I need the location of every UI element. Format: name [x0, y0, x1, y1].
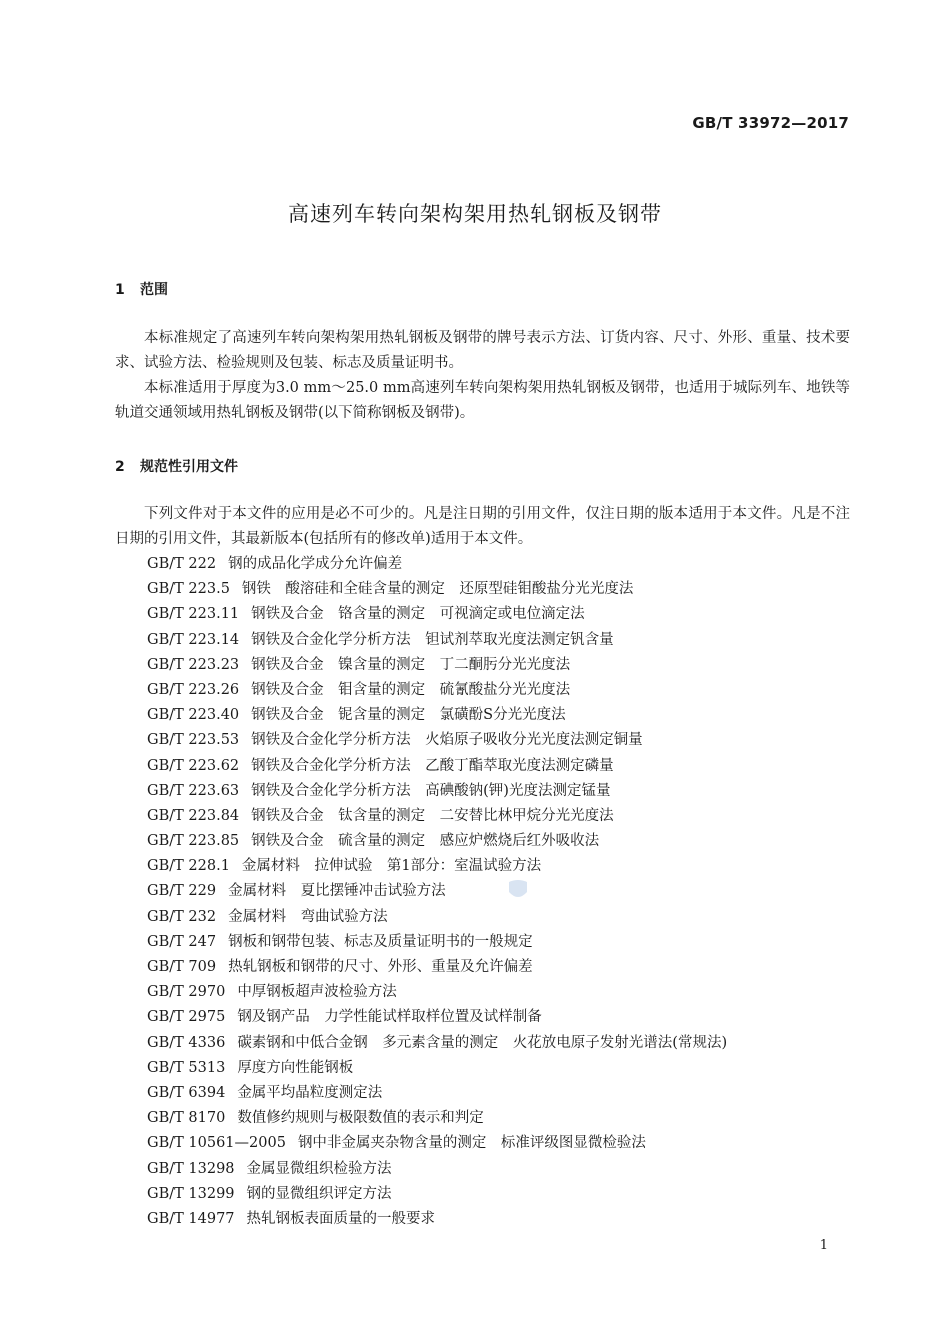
- reference-title: 钢铁及合金化学分析方法 乙酸丁酯萃取光度法测定磷量: [251, 757, 614, 774]
- reference-title: 厚度方向性能钢板: [237, 1059, 354, 1076]
- reference-title: 金属材料 弯曲试验方法: [228, 908, 388, 925]
- scope-paragraph-2: 本标准适用于厚度为3.0 mm～25.0 mm高速列车转向架构架用热轧钢板及钢带，也适用于城际列车、地铁等轨道交通领域用热轧钢板及钢带(以下简称钢板及钢带)。: [115, 380, 850, 421]
- reference-title: 数值修约规则与极限数值的表示和判定: [237, 1110, 484, 1127]
- reference-title: 钢铁及合金 钛含量的测定 二安替比林甲烷分光光度法: [251, 807, 614, 824]
- reference-title: 钢铁及合金 铌含量的测定 氯磺酚S分光光度法: [251, 707, 566, 724]
- scope-paragraph-1: 本标准规定了高速列车转向架构架用热轧钢板及钢带的牌号表示方法、订货内容、尺寸、外形、重量、技术要求、试验方法、检验规则及包装、标志及质量证明书。: [115, 330, 850, 371]
- reference-item: [147, 879, 727, 904]
- reference-title: 中厚钢板超声波检验方法: [237, 984, 397, 1001]
- reference-code: GB/T 709: [147, 959, 217, 975]
- standard-number: GB/T 33972—2017: [692, 114, 849, 132]
- reference-title: 钢的成品化学成分允许偏差: [228, 556, 403, 572]
- reference-title: 钢铁及合金 硫含量的测定 感应炉燃烧后红外吸收法: [251, 833, 600, 850]
- reference-item: [147, 1207, 727, 1232]
- reference-item: [147, 1131, 727, 1156]
- reference-code: GB/T 8170: [147, 1110, 226, 1127]
- reference-item: [147, 1056, 727, 1081]
- reference-item: [147, 1106, 727, 1131]
- reference-item: [147, 955, 727, 980]
- reference-title: 金属材料 拉伸试验 第1部分：室温试验方法: [241, 858, 542, 875]
- reference-code: GB/T 222: [147, 556, 217, 572]
- reference-code: GB/T 223.85: [147, 833, 240, 850]
- section-1-heading: [115, 279, 168, 299]
- section-2-title: 规范性引用文件: [140, 459, 238, 475]
- reference-code: GB/T 13299: [147, 1185, 235, 1202]
- section-2-number: 2: [115, 459, 125, 475]
- reference-title: 钢及钢产品 力学性能试样取样位置及试样制备: [237, 1009, 542, 1026]
- reference-title: 金属平均晶粒度测定法: [237, 1084, 383, 1101]
- reference-title: 钢板和钢带包装、标志及质量证明书的一般规定: [228, 933, 533, 950]
- reference-item: [147, 754, 727, 779]
- reference-title: 钢铁及合金化学分析方法 钽试剂萃取光度法测定钒含量: [251, 631, 614, 648]
- reference-code: GB/T 223.53: [147, 732, 240, 749]
- reference-code: GB/T 10561—2005: [147, 1135, 286, 1152]
- reference-title: 热轧钢板和钢带的尺寸、外形、重量及允许偏差: [228, 959, 533, 975]
- reference-item: [147, 854, 727, 879]
- reference-code: GB/T 2970: [147, 984, 226, 1001]
- reference-item: [147, 980, 727, 1005]
- reference-item: [147, 1005, 727, 1030]
- reference-title: 碳素钢和中低合金钢 多元素含量的测定 火花放电原子发射光谱法(常规法): [237, 1034, 728, 1051]
- section-2-heading: [115, 456, 238, 476]
- reference-item: [147, 728, 727, 753]
- reference-title: 金属显微组织检验方法: [246, 1160, 392, 1177]
- reference-item: [147, 829, 727, 854]
- reference-code: GB/T 5313: [147, 1059, 226, 1076]
- reference-code: GB/T 223.84: [147, 807, 240, 824]
- reference-code: GB/T 223.11: [147, 606, 240, 623]
- reference-item: [147, 577, 727, 602]
- reference-list: [147, 552, 727, 1232]
- reference-item: [147, 930, 727, 955]
- reference-title: 钢的显微组织评定方法: [246, 1185, 392, 1202]
- reference-code: GB/T 232: [147, 908, 217, 925]
- reference-title: 热轧钢板表面质量的一般要求: [246, 1210, 436, 1227]
- reference-code: GB/T 228.1: [147, 858, 230, 875]
- page-number: 1: [819, 1238, 828, 1253]
- reference-code: GB/T 223.40: [147, 707, 240, 724]
- reference-item: [147, 1081, 727, 1106]
- reference-item: [147, 804, 727, 829]
- reference-code: GB/T 223.26: [147, 681, 240, 698]
- reference-title: 金属材料 夏比摆锤冲击试验方法: [228, 883, 446, 900]
- reference-item: [147, 703, 727, 728]
- reference-title: 钢铁及合金化学分析方法 火焰原子吸收分光光度法测定铜量: [251, 732, 643, 749]
- section-1-title: 范围: [140, 282, 168, 298]
- section-1-number: 1: [115, 282, 125, 298]
- document-title: 高速列车转向架构架用热轧钢板及钢带: [288, 202, 662, 226]
- reference-item: [147, 552, 727, 577]
- reference-item: [147, 1031, 727, 1056]
- reference-item: [147, 628, 727, 653]
- reference-code: GB/T 223.63: [147, 782, 240, 799]
- reference-code: GB/T 6394: [147, 1084, 226, 1101]
- reference-code: GB/T 2975: [147, 1009, 226, 1026]
- reference-code: GB/T 247: [147, 933, 217, 950]
- reference-code: GB/T 229: [147, 883, 217, 900]
- reference-code: GB/T 223.5: [147, 581, 230, 598]
- reference-title: 钢铁 酸溶硅和全硅含量的测定 还原型硅钼酸盐分光光度法: [241, 581, 634, 598]
- reference-code: GB/T 223.23: [147, 656, 240, 673]
- reference-item: [147, 653, 727, 678]
- reference-title: 钢铁及合金 铬含量的测定 可视滴定或电位滴定法: [251, 606, 585, 623]
- reference-code: GB/T 223.14: [147, 631, 240, 648]
- reference-item: [147, 602, 727, 627]
- reference-item: [147, 678, 727, 703]
- references-intro: 下列文件对于本文件的应用是必不可少的。凡是注日期的引用文件，仅注日期的版本适用于本文件。凡是不注日期的引用文件，其最新版本(包括所有的修改单)适用于本文件。: [115, 506, 850, 547]
- reference-title: 钢铁及合金 镍含量的测定 丁二酮肟分光光度法: [251, 656, 571, 673]
- reference-item: [147, 905, 727, 930]
- reference-title: 钢中非金属夹杂物含量的测定 标准评级图显微检验法: [297, 1135, 646, 1152]
- reference-code: GB/T 13298: [147, 1160, 235, 1177]
- reference-title: 钢铁及合金 钼含量的测定 硫氰酸盐分光光度法: [251, 681, 571, 698]
- reference-item: [147, 1157, 727, 1182]
- reference-code: GB/T 4336: [147, 1034, 226, 1051]
- reference-code: GB/T 14977: [147, 1210, 235, 1227]
- sac-watermark-icon: [505, 878, 531, 902]
- reference-code: GB/T 223.62: [147, 757, 240, 774]
- reference-item: [147, 779, 727, 804]
- reference-title: 钢铁及合金化学分析方法 高碘酸钠(钾)光度法测定锰量: [251, 782, 611, 799]
- reference-item: [147, 1182, 727, 1207]
